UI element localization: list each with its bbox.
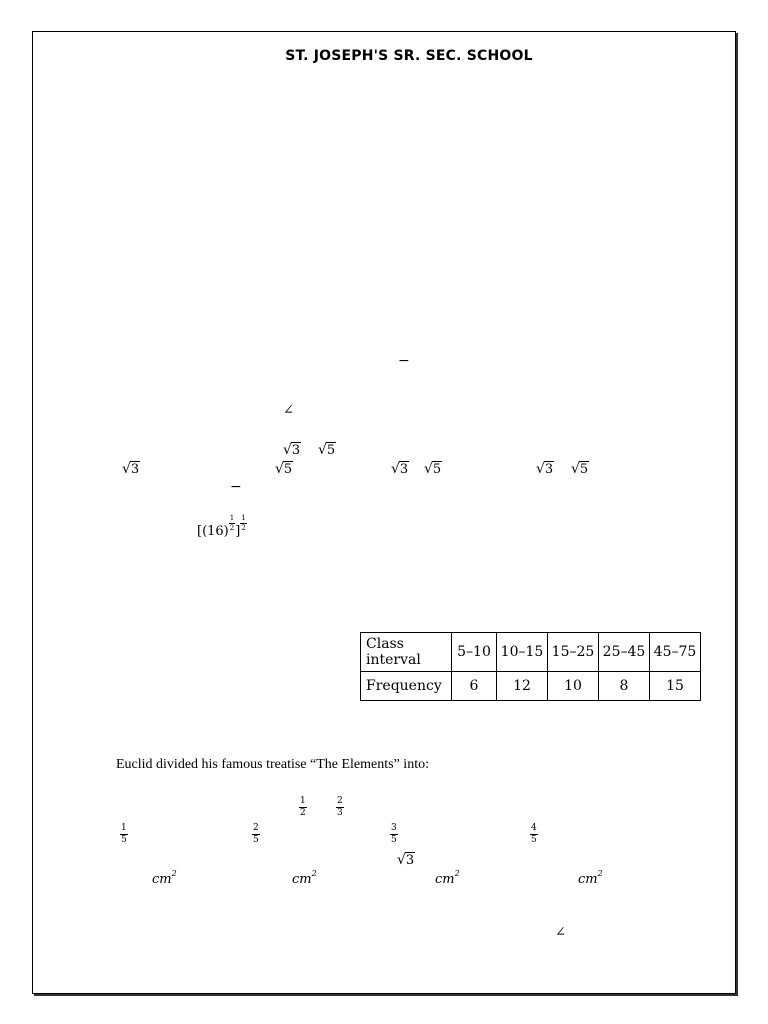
- euclid-question: Euclid divided his famous treatise “The Elements” into:: [116, 757, 429, 772]
- table-cell: 6: [452, 672, 497, 701]
- minus-sign-2: −: [230, 479, 242, 495]
- table-cell: 15: [650, 672, 701, 701]
- option-d-unit: $cm^2$: [578, 869, 603, 887]
- power-expression: [(16) $\frac{1}{2}$ ] $\frac{1}{2}$: [197, 514, 246, 539]
- option-a-fraction: $\frac{1}{5}$: [121, 823, 127, 845]
- option-c-unit: $cm^2$: [435, 869, 460, 887]
- table-cell: 5–10: [452, 633, 497, 672]
- school-title: ST. JOSEPH'S SR. SEC. SCHOOL: [285, 48, 533, 64]
- row-header-frequency: Frequency: [361, 672, 452, 701]
- sqrt-3: √3: [283, 442, 301, 458]
- fraction-two-thirds: $\frac{2}{3}$: [337, 796, 343, 818]
- option-c-sqrt-3: √3: [391, 461, 409, 477]
- table-cell: 15–25: [548, 633, 599, 672]
- fraction-one-half: $\frac{1}{2}$: [300, 796, 306, 818]
- table-cell: 45–75: [650, 633, 701, 672]
- table-cell: 8: [599, 672, 650, 701]
- sqrt-5: √5: [318, 442, 336, 458]
- option-b-unit: $cm^2$: [292, 869, 317, 887]
- option-d-fraction: $\frac{4}{5}$: [531, 823, 537, 845]
- table-row-class-interval: [361, 633, 701, 672]
- minus-sign: −: [398, 353, 410, 369]
- option-d-sqrt-3: √3: [536, 461, 554, 477]
- table-cell: 10: [548, 672, 599, 701]
- table-row-frequency: [361, 672, 701, 701]
- option-d-sqrt-5: √5: [571, 461, 589, 477]
- option-a-sqrt-3: √3: [122, 461, 140, 477]
- option-c-fraction: $\frac{3}{5}$: [391, 823, 397, 845]
- angle-symbol-2: ∠: [555, 925, 566, 940]
- row-header-class-interval: Class interval: [361, 633, 452, 672]
- table-cell: 25–45: [599, 633, 650, 672]
- sqrt-3-area: √3: [397, 852, 415, 868]
- table-cell: 10–15: [497, 633, 548, 672]
- page-border: [32, 31, 736, 994]
- option-b-fraction: $\frac{2}{5}$: [253, 823, 259, 845]
- angle-symbol: ∠: [283, 403, 294, 418]
- option-c-sqrt-5: √5: [424, 461, 442, 477]
- frequency-table: [360, 632, 701, 701]
- option-a-unit: $cm^2$: [152, 869, 177, 887]
- option-b-sqrt-5: √5: [275, 461, 293, 477]
- table-cell: 12: [497, 672, 548, 701]
